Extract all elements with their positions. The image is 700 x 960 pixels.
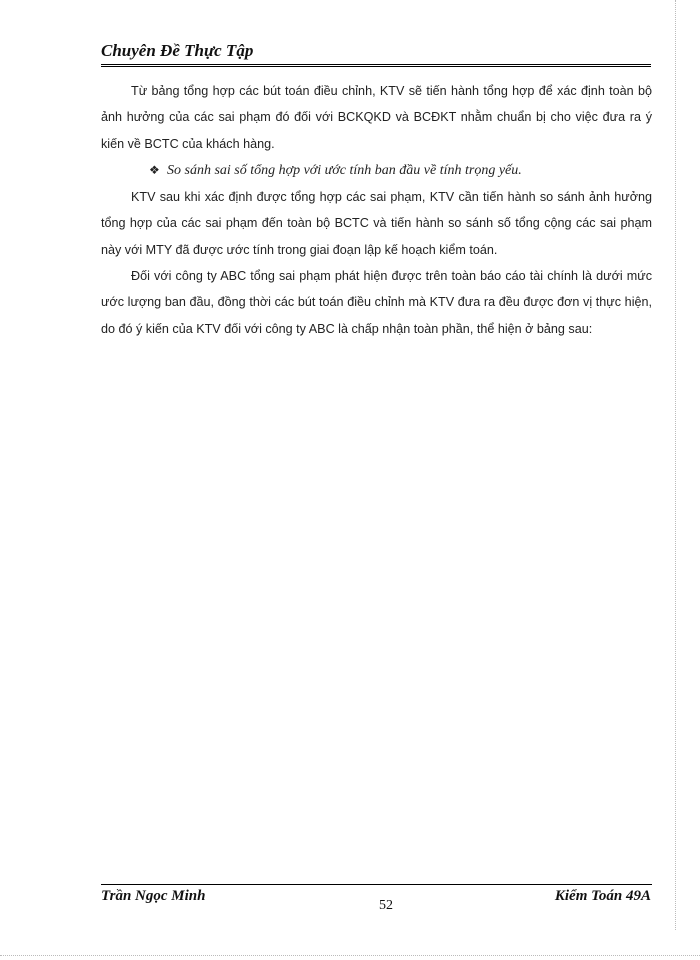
footer-author: Trần Ngọc Minh [101,888,206,904]
paragraph-3: Đối với công ty ABC tổng sai phạm phát hiện được trên toàn báo cáo tài chính là dưới mức ước lượng ban đầu, đồng thời các bút toán điều chỉnh mà KTV đưa ra đều được đơn vị thực hiện, do đó ý kiến của KTV đối với công ty ABC là chấp nhận toàn phần, thể hiện ở bảng sau: [101,269,652,336]
page-number: 52 [379,898,393,913]
header-rule [101,64,651,67]
paragraph-1: Từ bảng tổng hợp các bút toán điều chỉnh, KTV sẽ tiến hành tổng hợp để xác định toàn bộ ảnh hưởng của các sai phạm đó đối với BCKQKD và BCĐKT nhằm chuẩn bị cho việc đưa ra ý kiến về BCTC của khách hàng. [101,84,652,151]
page-frame-bottom [0,955,700,956]
paragraph-2: KTV sau khi xác định được tổng hợp các sai phạm, KTV cần tiến hành so sánh ảnh hưởng tổng hợp của các sai phạm đến toàn bộ BCTC và tiến hành so sánh số tổng cộng các sai phạm này với MTY đã được ước tính trong giai đoạn lập kế hoạch kiểm toán. [101,190,652,257]
footer-rule [101,884,652,885]
footer-class-name: Kiểm Toán 49A [554,888,651,904]
header-title: Chuyên Đề Thực Tập [101,41,254,60]
bullet-heading: So sánh sai số tổng hợp với ước tính ban đầu về tính trọng yếu. [167,162,522,178]
diamond-bullet-icon: ❖ [149,162,160,177]
body-text [101,78,652,342]
page-frame-right [675,0,676,930]
page-header [101,40,651,62]
bullet-heading-line [101,157,652,184]
